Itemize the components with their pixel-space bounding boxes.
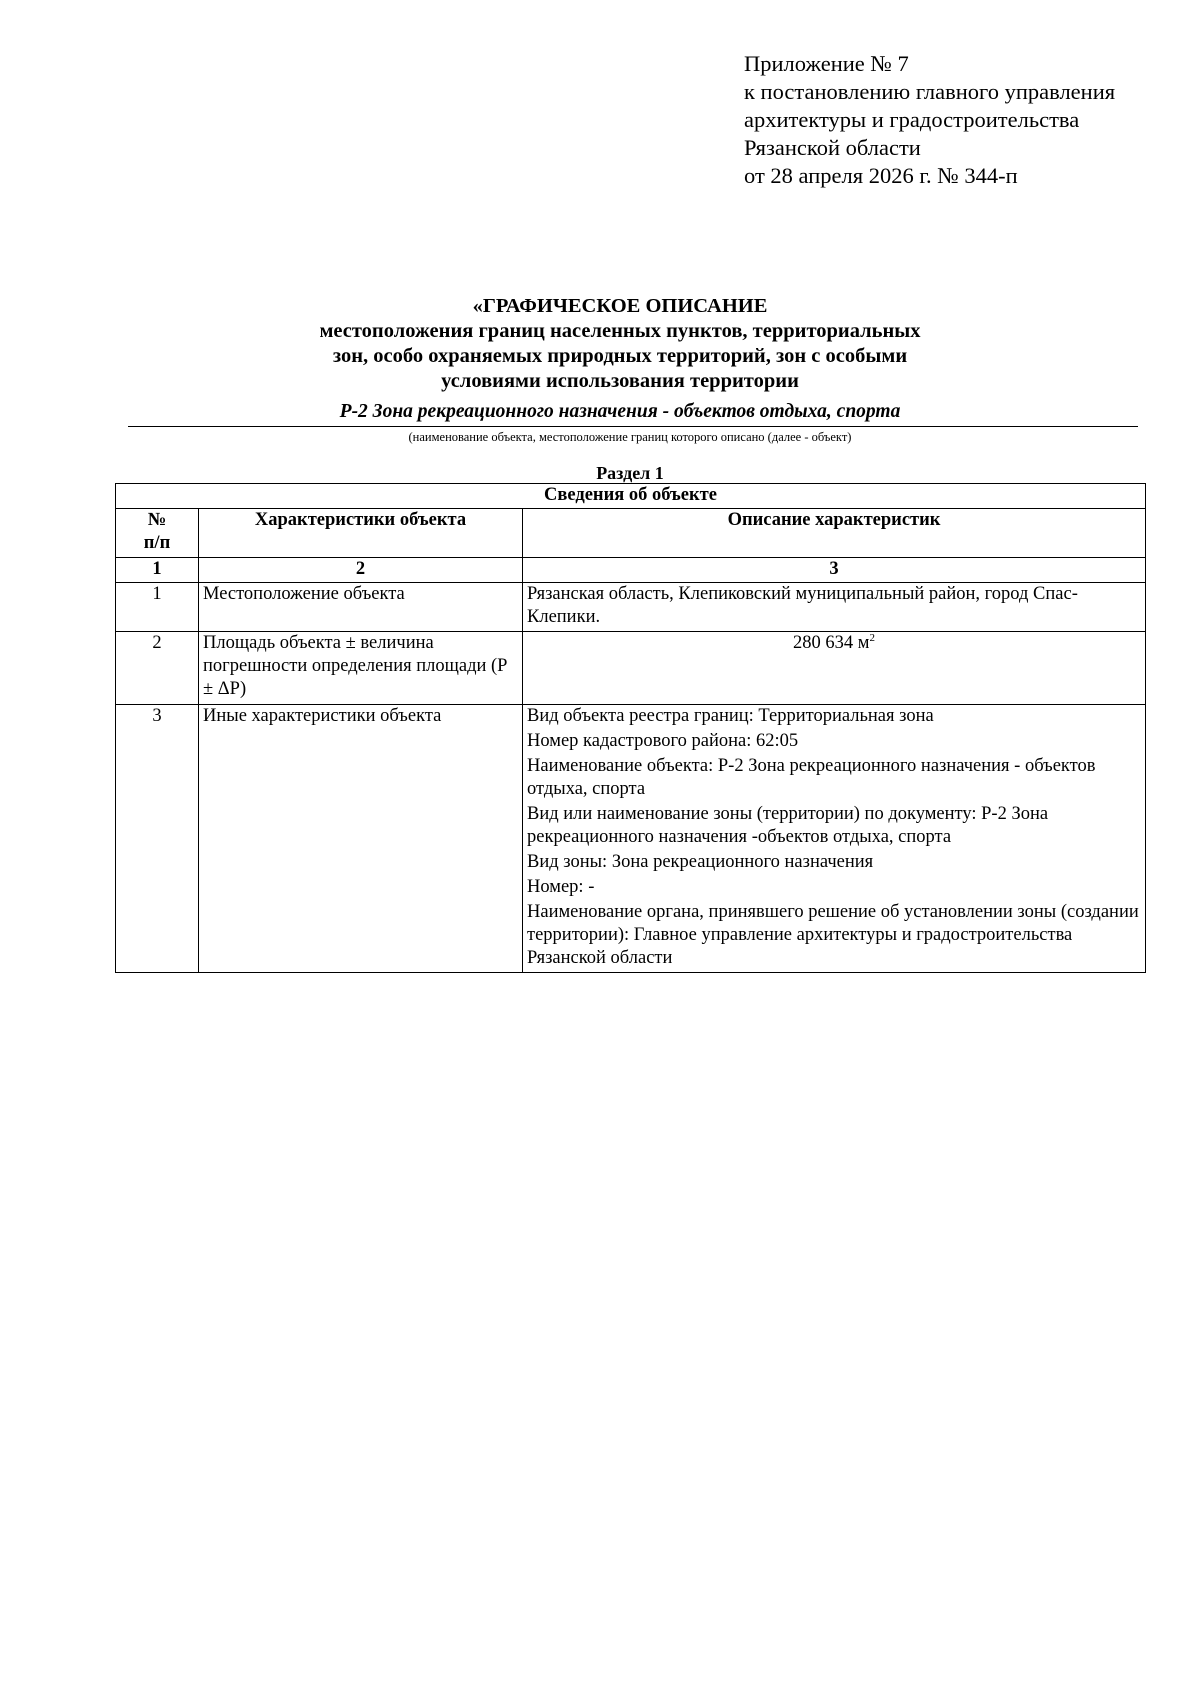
table-row (116, 632, 1146, 705)
table-header-row (116, 509, 1146, 558)
row-number: 1 (116, 583, 199, 632)
header-num-line-1: № (147, 510, 167, 530)
annex-line-4: Рязанской области (744, 135, 921, 160)
description-line: Вид зоны: Зона рекреационного назначения (527, 852, 874, 872)
object-name-underline (128, 426, 1138, 427)
description-line: Номер: - (527, 877, 595, 897)
table-row (116, 583, 1146, 632)
document-title: «ГРАФИЧЕСКОЕ ОПИСАНИЕ (472, 295, 768, 317)
description-line: Наименование объекта: Р-2 Зона рекреационного назначения - объектов отдыха, спорта (527, 756, 1096, 799)
column-number: 3 (523, 558, 1146, 583)
header-num (116, 509, 199, 558)
area-value: 280 634 м (793, 633, 870, 653)
section-label: Раздел 1 (596, 463, 664, 483)
annex-line-3: архитектуры и градостроительства (744, 107, 1080, 132)
column-number-row (116, 558, 1146, 583)
annex-line-2: к постановлению главного управления (744, 79, 1116, 104)
row-description (523, 632, 1146, 705)
object-info-table (115, 483, 1146, 973)
subtitle-line-2: зон, особо охраняемых природных территорий, зон с особыми (332, 345, 908, 367)
table-title: Сведения об объекте (116, 484, 1146, 509)
subtitle-line-1: местоположения границ населенных пунктов, территориальных (319, 320, 921, 342)
header-num-line-2: п/п (143, 533, 171, 553)
row-characteristic: Площадь объекта ± величина погрешности определения площади (Р ± ΔР) (199, 632, 523, 705)
table-row (116, 705, 1146, 973)
row-number: 2 (116, 632, 199, 705)
object-name: Р-2 Зона рекреационного назначения - объектов отдыха, спорта (339, 401, 901, 422)
row-description (523, 705, 1146, 973)
row-characteristic: Иные характеристики объекта (199, 705, 523, 973)
column-number: 2 (199, 558, 523, 583)
header-characteristic: Характеристики объекта (199, 509, 523, 558)
column-number: 1 (116, 558, 199, 583)
annex-line-1: Приложение № 7 (744, 51, 909, 76)
annex-header (744, 50, 1115, 190)
table-title-row (116, 484, 1146, 509)
area-unit-superscript: 2 (869, 631, 875, 644)
object-name-caption: (наименование объекта, местоположение границ которого описано (далее - объект) (408, 430, 852, 444)
row-characteristic: Местоположение объекта (199, 583, 523, 632)
description-line: Вид или наименование зоны (территории) по документу: Р-2 Зона рекреационного назначения -объектов отдыха, спорта (527, 804, 1049, 847)
row-number: 3 (116, 705, 199, 973)
header-description: Описание характеристик (523, 509, 1146, 558)
description-line: Наименование органа, принявшего решение об установлении зоны (создании территории): Главное управление архитектуры и градостроительства Рязанской области (527, 902, 1139, 968)
description-line: Номер кадастрового района: 62:05 (527, 731, 799, 751)
subtitle-line-3: условиями использования территории (441, 370, 799, 392)
row-description: Рязанская область, Клепиковский муниципальный район, город Спас-Клепики. (523, 583, 1146, 632)
document-subtitle (120, 319, 1120, 394)
annex-line-5: от 28 апреля 2026 г. № 344-п (744, 163, 1018, 188)
description-line: Вид объекта реестра границ: Территориальная зона (527, 706, 934, 726)
